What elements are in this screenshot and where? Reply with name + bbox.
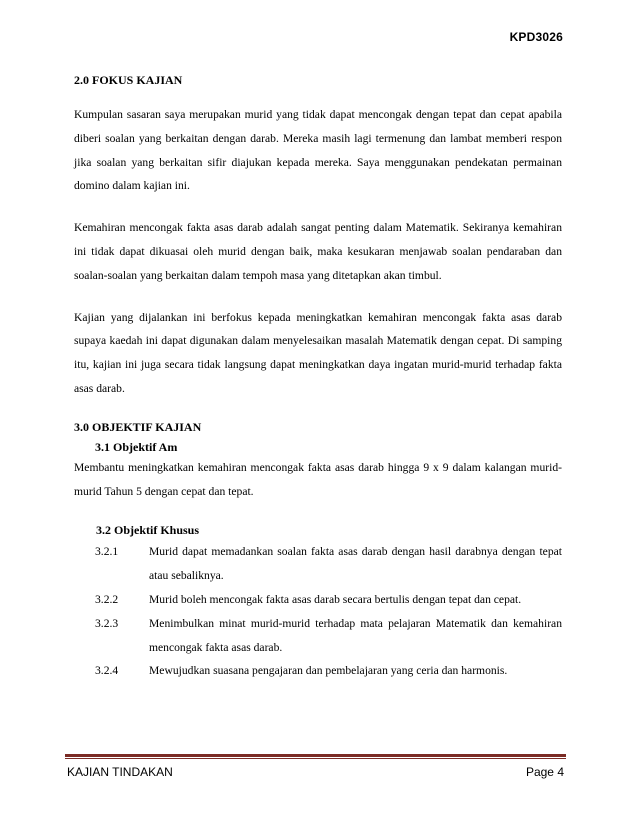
list-item-text: Menimbulkan minat murid-murid terhadap mata pelajaran Matematik dan kemahiran mencongak fakta asas darab. [149, 616, 562, 654]
list-item-number: 3.2.1 [95, 545, 119, 559]
footer-rule-thick [65, 754, 566, 757]
list-item [74, 659, 562, 683]
objektif-khusus-list [74, 540, 562, 683]
footer-title: KAJIAN TINDAKAN [67, 765, 173, 779]
list-item-text: Murid dapat memadankan soalan fakta asas darab dengan hasil darabnya dengan tepat atau sebaliknya. [149, 545, 562, 583]
objektif-am-heading: 3.1 Objektif Am [95, 439, 178, 454]
list-item [74, 540, 562, 588]
list-item-number: 3.2.2 [95, 592, 119, 606]
list-item [74, 588, 562, 612]
section-2-paragraph-3: Kajian yang dijalankan ini berfokus kepada meningkatkan kemahiran mencongak fakta asas darab supaya kaedah ini dapat digunakan dalam menyelesaikan masalah Matematik dengan cepat. Di samping itu, kajian ini juga secara tidak langsung dapat meningkatkan daya ingatan murid-murid terhadap fakta asas darab. [74, 310, 562, 395]
list-item-text: Murid boleh mencongak fakta asas darab secara bertulis dengan tepat dan cepat. [149, 592, 522, 606]
document-code: KPD3026 [509, 30, 563, 44]
list-item-text: Mewujudkan suasana pengajaran dan pembelajaran yang ceria dan harmonis. [149, 664, 508, 678]
list-item-number: 3.2.3 [95, 616, 119, 630]
footer-rule-thin [65, 758, 566, 759]
footer-rule [65, 754, 566, 759]
list-item [74, 612, 562, 660]
objektif-am-text: Membantu meningkatkan kemahiran mencongak fakta asas darab hingga 9 x 9 dalam kalangan murid-murid Tahun 5 dengan cepat dan tepat. [74, 460, 562, 498]
section-2-paragraph-1: Kumpulan sasaran saya merupakan murid yang tidak dapat mencongak dengan tepat dan cepat apabila diberi soalan yang berkaitan dengan darab. Mereka masih lagi termenung dan lambat memberi respon jika soalan yang berkaitan sifir diajukan kepada mereka. Saya menggunakan pendekatan permainan domino dalam kajian ini. [74, 108, 562, 193]
section-2-heading: 2.0 FOKUS KAJIAN [74, 73, 183, 87]
list-item-number: 3.2.4 [95, 664, 119, 678]
objektif-khusus-heading: 3.2 Objektif Khusus [96, 523, 200, 538]
page-content [74, 72, 562, 683]
section-2-paragraph-2: Kemahiran mencongak fakta asas darab adalah sangat penting dalam Matematik. Sekiranya kemahiran ini tidak dapat dikuasai oleh murid dengan baik, maka kesukaran menjawab soalan pendaraban dan soalan-soalan yang berkaitan dalam tempoh masa yang ditetapkan akan timbul. [74, 221, 562, 282]
section-3-heading: 3.0 OBJEKTIF KAJIAN [74, 419, 202, 434]
page-number: Page 4 [525, 765, 564, 779]
